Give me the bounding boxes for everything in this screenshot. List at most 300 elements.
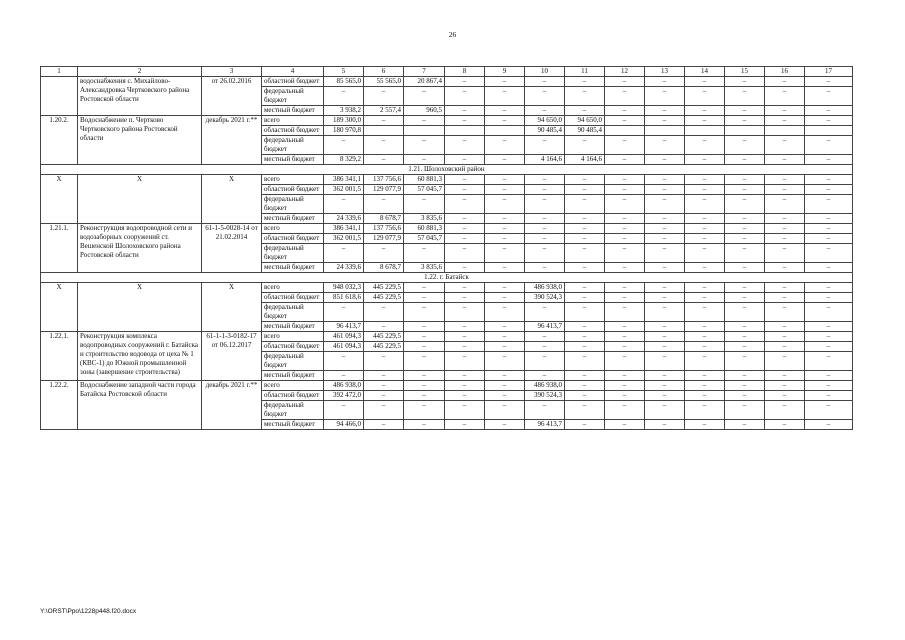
amount-cell: – — [525, 136, 565, 155]
amount-cell: – — [485, 303, 525, 322]
file-path-footer: Y:\ORST\Ppo\1228p448.f20.docx — [40, 608, 137, 615]
amount-cell: – — [685, 87, 725, 106]
column-header: 8 — [445, 67, 485, 77]
amount-cell: – — [485, 244, 525, 263]
amount-cell: – — [725, 195, 765, 214]
amount-cell: – — [525, 303, 565, 322]
amount-cell: – — [445, 352, 485, 371]
amount-cell: – — [445, 283, 485, 293]
amount-cell: – — [364, 87, 404, 106]
amount-cell: – — [645, 195, 685, 214]
amount-cell: – — [725, 224, 765, 234]
amount-cell: – — [445, 185, 485, 195]
amount-cell: – — [485, 283, 525, 293]
amount-cell: – — [605, 263, 645, 273]
object-name: Х — [78, 283, 202, 332]
amount-cell: – — [525, 224, 565, 234]
amount-cell: 960,5 — [404, 106, 445, 116]
amount-cell: 96 413,7 — [324, 322, 364, 332]
amount-cell: 4 164,6 — [565, 155, 605, 165]
amount-cell: – — [565, 234, 605, 244]
amount-cell: – — [404, 195, 445, 214]
object-name: Х — [78, 175, 202, 224]
amount-cell: – — [445, 293, 485, 303]
amount-cell: – — [725, 136, 765, 155]
amount-cell: – — [805, 371, 853, 381]
amount-cell: – — [565, 352, 605, 371]
object-name: Реконструкция комплекса водопроводных сооружений г. Батайска и строительство водовода от цеха № 1 (КВС-1) до Южной промышленной зоны (завершение строительства) — [78, 332, 202, 381]
amount-cell: – — [324, 195, 364, 214]
amount-cell: – — [725, 283, 765, 293]
amount-cell: – — [364, 155, 404, 165]
amount-cell: – — [404, 87, 445, 106]
amount-cell: 390 524,3 — [525, 293, 565, 303]
funding-source: федеральный бюджет — [262, 87, 324, 106]
amount-cell: – — [565, 263, 605, 273]
funding-source: всего — [262, 283, 324, 293]
column-header: 17 — [805, 67, 853, 77]
funding-source: областной бюджет — [262, 293, 324, 303]
amount-cell: – — [445, 155, 485, 165]
amount-cell: – — [525, 332, 565, 342]
amount-cell: – — [565, 224, 605, 234]
amount-cell: 445 229,5 — [364, 342, 404, 352]
amount-cell: – — [565, 401, 605, 420]
amount-cell: 445 229,5 — [364, 332, 404, 342]
amount-cell: – — [445, 342, 485, 352]
funding-source: областной бюджет — [262, 391, 324, 401]
amount-cell: – — [525, 401, 565, 420]
amount-cell: – — [485, 293, 525, 303]
amount-cell: – — [404, 293, 445, 303]
amount-cell: – — [765, 322, 805, 332]
column-header: 5 — [324, 67, 364, 77]
funding-source: федеральный бюджет — [262, 303, 324, 322]
table-row — [41, 77, 853, 87]
amount-cell: – — [485, 136, 525, 155]
section-row — [41, 165, 853, 175]
amount-cell: 20 867,4 — [404, 77, 445, 87]
amount-cell: 4 164,6 — [525, 155, 565, 165]
amount-cell: 362 001,5 — [324, 185, 364, 195]
amount-cell: – — [685, 342, 725, 352]
amount-cell: – — [765, 234, 805, 244]
amount-cell: – — [485, 214, 525, 224]
amount-cell: – — [765, 116, 805, 126]
amount-cell: 948 032,3 — [324, 283, 364, 293]
amount-cell: – — [485, 224, 525, 234]
amount-cell: – — [525, 87, 565, 106]
amount-cell: – — [645, 87, 685, 106]
amount-cell: – — [685, 136, 725, 155]
amount-cell: – — [805, 106, 853, 116]
amount-cell: – — [645, 283, 685, 293]
amount-cell: – — [485, 106, 525, 116]
amount-cell: – — [364, 322, 404, 332]
amount-cell: – — [725, 332, 765, 342]
document-ref: Х — [202, 283, 262, 332]
amount-cell: – — [445, 116, 485, 126]
column-header: 4 — [262, 67, 324, 77]
amount-cell: – — [685, 155, 725, 165]
amount-cell — [364, 126, 404, 136]
amount-cell: – — [525, 175, 565, 185]
table-row — [41, 381, 853, 391]
column-header: 3 — [202, 67, 262, 77]
amount-cell: – — [685, 283, 725, 293]
amount-cell: – — [485, 371, 525, 381]
budget-table — [40, 66, 853, 430]
amount-cell: – — [565, 420, 605, 430]
amount-cell: – — [364, 136, 404, 155]
amount-cell: – — [525, 352, 565, 371]
object-name: Водоснабжение п. Чертково Чертковского района Ростовской области — [78, 116, 202, 165]
column-header: 9 — [485, 67, 525, 77]
amount-cell: – — [725, 322, 765, 332]
amount-cell: – — [485, 195, 525, 214]
amount-cell: – — [725, 116, 765, 126]
amount-cell: – — [685, 303, 725, 322]
amount-cell — [645, 126, 685, 136]
column-header: 6 — [364, 67, 404, 77]
amount-cell: – — [765, 332, 805, 342]
amount-cell: – — [605, 136, 645, 155]
section-title: 1.22. г. Батайск — [41, 273, 853, 283]
amount-cell: 94 650,0 — [565, 116, 605, 126]
column-header: 1 — [41, 67, 78, 77]
amount-cell: – — [364, 352, 404, 371]
amount-cell: – — [404, 283, 445, 293]
amount-cell: – — [485, 175, 525, 185]
amount-cell: 94 466,0 — [324, 420, 364, 430]
amount-cell: – — [445, 106, 485, 116]
amount-cell: – — [485, 77, 525, 87]
amount-cell: – — [565, 195, 605, 214]
amount-cell: – — [364, 381, 404, 391]
amount-cell: – — [725, 391, 765, 401]
section-title: 1.21. Шолоховский район — [41, 165, 853, 175]
amount-cell: – — [605, 87, 645, 106]
amount-cell: – — [565, 342, 605, 352]
amount-cell: – — [765, 185, 805, 195]
amount-cell: 57 045,7 — [404, 234, 445, 244]
amount-cell: – — [485, 263, 525, 273]
amount-cell — [725, 126, 765, 136]
amount-cell: 461 094,3 — [324, 332, 364, 342]
table-row — [41, 283, 853, 293]
amount-cell: 90 485,4 — [565, 126, 605, 136]
amount-cell: – — [685, 332, 725, 342]
amount-cell: – — [765, 106, 805, 116]
amount-cell: – — [364, 195, 404, 214]
amount-cell: – — [445, 224, 485, 234]
column-header: 15 — [725, 67, 765, 77]
amount-cell: – — [765, 371, 805, 381]
amount-cell: – — [565, 136, 605, 155]
row-id: Х — [41, 175, 78, 224]
amount-cell: – — [685, 263, 725, 273]
amount-cell: – — [605, 175, 645, 185]
amount-cell — [485, 126, 525, 136]
amount-cell: – — [364, 401, 404, 420]
amount-cell: 94 650,0 — [525, 116, 565, 126]
funding-source: всего — [262, 224, 324, 234]
amount-cell: – — [525, 106, 565, 116]
amount-cell: – — [364, 303, 404, 322]
amount-cell: – — [765, 244, 805, 263]
amount-cell: 85 565,0 — [324, 77, 364, 87]
amount-cell: – — [445, 401, 485, 420]
funding-source: местный бюджет — [262, 420, 324, 430]
amount-cell: – — [805, 352, 853, 371]
amount-cell: – — [605, 283, 645, 293]
amount-cell: – — [765, 420, 805, 430]
amount-cell: – — [445, 381, 485, 391]
table-body — [41, 67, 853, 430]
amount-cell: – — [685, 322, 725, 332]
amount-cell: – — [485, 185, 525, 195]
amount-cell: – — [404, 136, 445, 155]
amount-cell: – — [605, 293, 645, 303]
amount-cell: – — [525, 244, 565, 263]
amount-cell: – — [364, 244, 404, 263]
amount-cell: – — [324, 371, 364, 381]
amount-cell: – — [805, 283, 853, 293]
amount-cell: – — [685, 195, 725, 214]
object-name: Водоснабжение западной части города Батайска Ростовской области — [78, 381, 202, 430]
amount-cell: 189 300,0 — [324, 116, 364, 126]
table-row — [41, 175, 853, 185]
amount-cell: – — [765, 195, 805, 214]
amount-cell: – — [805, 214, 853, 224]
amount-cell: – — [685, 214, 725, 224]
amount-cell: – — [645, 293, 685, 303]
amount-cell: – — [805, 244, 853, 263]
amount-cell: – — [765, 214, 805, 224]
funding-source: всего — [262, 175, 324, 185]
object-name: водоснабжения с. Михайлово-Александровка Чертковского района Ростовской области — [78, 77, 202, 116]
funding-source: областной бюджет — [262, 234, 324, 244]
amount-cell: – — [404, 420, 445, 430]
amount-cell: – — [765, 136, 805, 155]
funding-source: областной бюджет — [262, 342, 324, 352]
amount-cell: – — [685, 185, 725, 195]
amount-cell: 60 881,3 — [404, 175, 445, 185]
amount-cell: – — [765, 175, 805, 185]
amount-cell: – — [805, 391, 853, 401]
amount-cell: 129 077,9 — [364, 185, 404, 195]
document-ref: 61-1-1-3-0182-17 от 06.12.2017 — [202, 332, 262, 381]
column-header: 11 — [565, 67, 605, 77]
amount-cell: – — [404, 371, 445, 381]
amount-cell: 486 938,0 — [324, 381, 364, 391]
amount-cell: – — [805, 293, 853, 303]
amount-cell: 57 045,7 — [404, 185, 445, 195]
amount-cell: – — [605, 322, 645, 332]
amount-cell: 8 329,2 — [324, 155, 364, 165]
amount-cell: – — [404, 352, 445, 371]
amount-cell: – — [525, 214, 565, 224]
amount-cell: – — [645, 401, 685, 420]
amount-cell: – — [765, 342, 805, 352]
funding-source: федеральный бюджет — [262, 352, 324, 371]
amount-cell: – — [324, 401, 364, 420]
amount-cell: – — [565, 322, 605, 332]
amount-cell: – — [324, 352, 364, 371]
row-id: Х — [41, 283, 78, 332]
funding-source: областной бюджет — [262, 185, 324, 195]
amount-cell: 392 472,0 — [324, 391, 364, 401]
amount-cell: 90 485,4 — [525, 126, 565, 136]
amount-cell: – — [605, 391, 645, 401]
amount-cell: – — [805, 303, 853, 322]
amount-cell: – — [725, 371, 765, 381]
amount-cell: – — [485, 401, 525, 420]
amount-cell: – — [685, 175, 725, 185]
column-header: 2 — [78, 67, 202, 77]
amount-cell: 8 678,7 — [364, 214, 404, 224]
amount-cell: 129 077,9 — [364, 234, 404, 244]
amount-cell: – — [565, 214, 605, 224]
amount-cell: – — [725, 155, 765, 165]
amount-cell: – — [364, 116, 404, 126]
amount-cell: – — [445, 136, 485, 155]
amount-cell: – — [364, 420, 404, 430]
amount-cell: – — [645, 381, 685, 391]
object-name: Реконструкция водопроводной сети и водозаборных сооружений ст. Вешенской Шолоховского района Ростовской области — [78, 224, 202, 273]
amount-cell: – — [685, 391, 725, 401]
amount-cell: – — [565, 381, 605, 391]
amount-cell: – — [525, 263, 565, 273]
amount-cell: – — [565, 371, 605, 381]
amount-cell: – — [645, 371, 685, 381]
funding-source: федеральный бюджет — [262, 244, 324, 263]
amount-cell: – — [565, 283, 605, 293]
column-header: 12 — [605, 67, 645, 77]
amount-cell: 137 756,6 — [364, 175, 404, 185]
amount-cell: – — [605, 224, 645, 234]
amount-cell: – — [605, 106, 645, 116]
amount-cell: – — [324, 303, 364, 322]
funding-source: областной бюджет — [262, 77, 324, 87]
funding-source: местный бюджет — [262, 106, 324, 116]
amount-cell: – — [805, 77, 853, 87]
amount-cell: 180 970,8 — [324, 126, 364, 136]
amount-cell: – — [445, 322, 485, 332]
funding-source: всего — [262, 381, 324, 391]
amount-cell: – — [445, 175, 485, 185]
amount-cell: – — [645, 155, 685, 165]
amount-cell: – — [685, 401, 725, 420]
amount-cell: – — [685, 106, 725, 116]
amount-cell: 96 413,7 — [525, 420, 565, 430]
column-header: 10 — [525, 67, 565, 77]
amount-cell: – — [404, 155, 445, 165]
amount-cell: 137 756,6 — [364, 224, 404, 234]
amount-cell: – — [685, 381, 725, 391]
amount-cell: – — [605, 234, 645, 244]
amount-cell: 851 618,6 — [324, 293, 364, 303]
amount-cell: 390 524,3 — [525, 391, 565, 401]
amount-cell: – — [765, 381, 805, 391]
row-id: 1.20.2. — [41, 116, 78, 165]
amount-cell: – — [605, 244, 645, 263]
amount-cell: – — [445, 234, 485, 244]
row-id: 1.22.2. — [41, 381, 78, 430]
amount-cell: – — [685, 371, 725, 381]
amount-cell: – — [725, 401, 765, 420]
amount-cell: – — [645, 106, 685, 116]
amount-cell: – — [404, 381, 445, 391]
column-header: 14 — [685, 67, 725, 77]
amount-cell: – — [805, 332, 853, 342]
amount-cell: – — [725, 342, 765, 352]
amount-cell: – — [525, 195, 565, 214]
amount-cell — [605, 126, 645, 136]
amount-cell: – — [725, 106, 765, 116]
amount-cell: – — [685, 244, 725, 263]
amount-cell: – — [324, 87, 364, 106]
amount-cell: – — [805, 322, 853, 332]
amount-cell: – — [805, 420, 853, 430]
document-ref: декабрь 2021 г.** — [202, 116, 262, 165]
amount-cell: – — [805, 195, 853, 214]
amount-cell: – — [765, 283, 805, 293]
amount-cell: – — [645, 342, 685, 352]
amount-cell: – — [645, 214, 685, 224]
funding-source: местный бюджет — [262, 155, 324, 165]
column-header: 13 — [645, 67, 685, 77]
amount-cell: – — [565, 185, 605, 195]
amount-cell: – — [645, 352, 685, 371]
amount-cell: 386 341,1 — [324, 175, 364, 185]
amount-cell: – — [725, 77, 765, 87]
amount-cell: – — [605, 116, 645, 126]
amount-cell: – — [445, 263, 485, 273]
amount-cell: – — [645, 175, 685, 185]
amount-cell: – — [565, 106, 605, 116]
amount-cell: – — [324, 136, 364, 155]
amount-cell: – — [404, 401, 445, 420]
document-ref: от 26.02.2016 — [202, 77, 262, 116]
column-header-row — [41, 67, 853, 77]
amount-cell: – — [645, 420, 685, 430]
amount-cell: – — [725, 293, 765, 303]
amount-cell: – — [645, 332, 685, 342]
amount-cell: – — [645, 136, 685, 155]
amount-cell: – — [525, 185, 565, 195]
table-row — [41, 116, 853, 126]
amount-cell: – — [645, 303, 685, 322]
amount-cell: – — [605, 77, 645, 87]
amount-cell: – — [645, 77, 685, 87]
amount-cell: 461 094,3 — [324, 342, 364, 352]
funding-source: всего — [262, 116, 324, 126]
amount-cell: – — [565, 391, 605, 401]
amount-cell: 96 413,7 — [525, 322, 565, 332]
amount-cell: – — [525, 342, 565, 352]
amount-cell: – — [685, 352, 725, 371]
amount-cell: – — [805, 224, 853, 234]
amount-cell: 2 557,4 — [364, 106, 404, 116]
row-id: 1.21.1. — [41, 224, 78, 273]
amount-cell: – — [645, 244, 685, 263]
funding-source: местный бюджет — [262, 263, 324, 273]
amount-cell: – — [725, 303, 765, 322]
amount-cell: – — [725, 352, 765, 371]
amount-cell: – — [525, 234, 565, 244]
funding-source: всего — [262, 332, 324, 342]
